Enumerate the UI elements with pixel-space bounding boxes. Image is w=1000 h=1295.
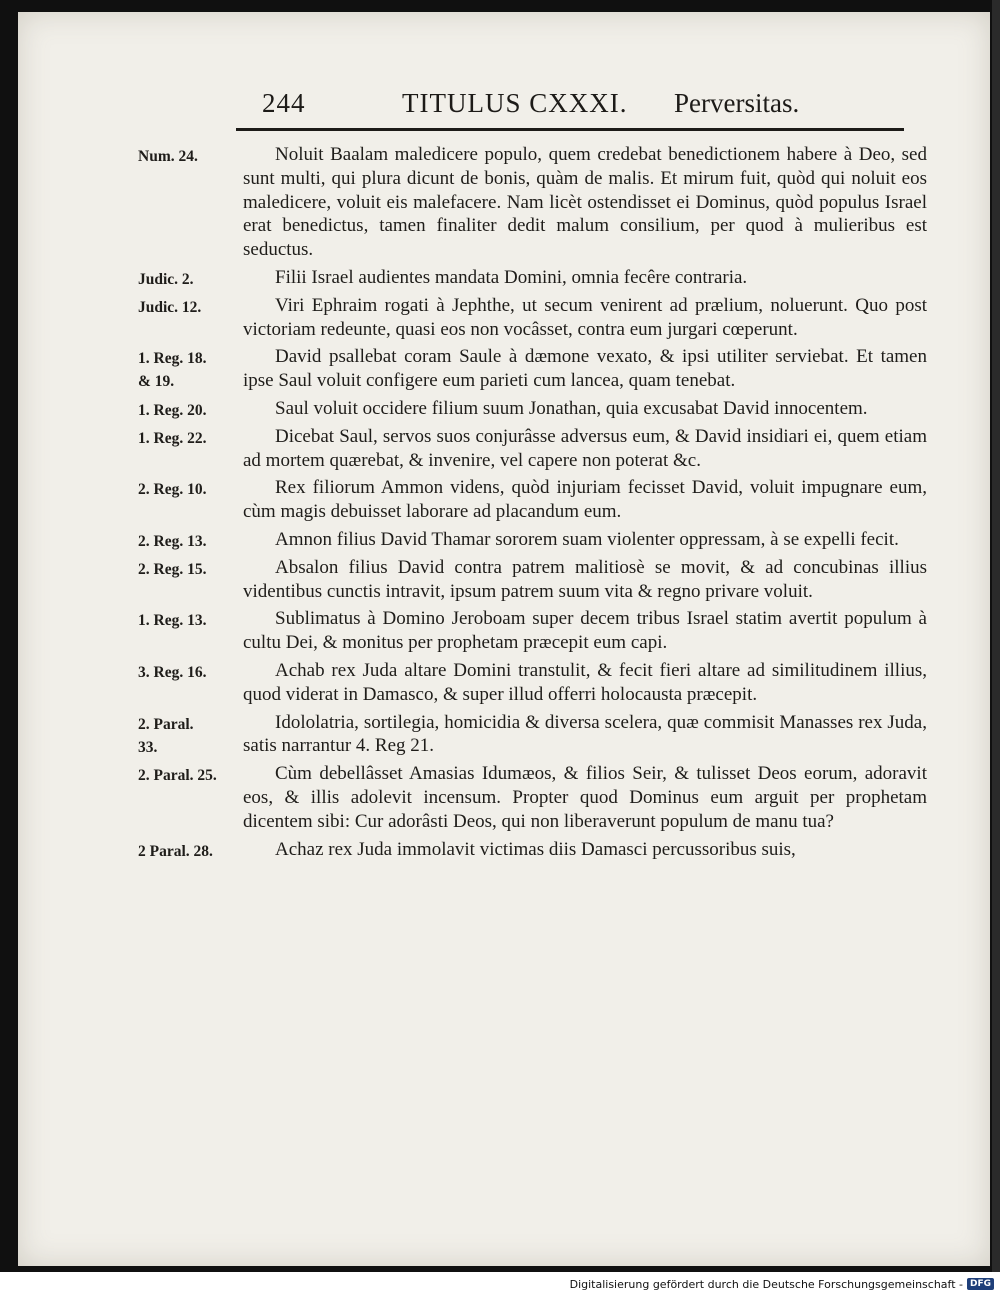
entry-text: Cùm debellâsset Amasias Idumæos, & filios Seir, & tulisset Deos eorum, adoravit eos, & illis adolevit incensum. Propter quod Dominus eum arguit per prophetam dicentem sibi: Cur adorâsti Deos, qui non liberaverunt populum de manu tua? (243, 763, 927, 832)
header-rule (236, 128, 904, 131)
entry-reference: 2. Reg. 10. (138, 481, 207, 499)
entry-text: Amnon filius David Thamar sororem suam violenter oppressam, à se expelli fecit. (275, 528, 899, 550)
entry-reference: 2. Paral. 33. (138, 715, 194, 756)
entry-list (138, 143, 938, 865)
entry-text: Filii Israel audientes mandata Domini, omnia fecêre contraria. (275, 266, 748, 288)
entry-text: Viri Ephraim rogati à Jephthe, ut secum venirent ad prælium, noluerunt. Quo post victoriam redeunte, quasi eos non vocâsset, contra eum jurgari cœperunt. (243, 294, 927, 340)
entry (138, 528, 938, 552)
entry-reference: 1. Reg. 18. & 19. (138, 350, 207, 391)
entry-reference: Judic. 12. (138, 298, 202, 316)
entry-text: David psallebat coram Saule à dæmone vexato, & ipsi utiliter serviebat. Et tamen ipse Saul voluit configere eum parieti cum lancea, quam tenebat. (243, 346, 927, 392)
entry-text: Rex filiorum Ammon videns, quòd injuriam fecisset David, voluit impugnare eum, cùm magis debuisset laborare ad placandum eum. (243, 477, 927, 523)
entry-reference: 3. Reg. 16. (138, 663, 207, 681)
entry (138, 607, 938, 655)
entry (138, 425, 938, 473)
entry-text: Idololatria, sortilegia, homicidia & diversa scelera, quæ commisit Manasses rex Juda, satis narrantur 4. Reg 21. (243, 711, 927, 757)
entry (138, 345, 938, 393)
entry (138, 266, 938, 290)
page-subtitle: Perversitas. (674, 88, 800, 118)
entry (138, 711, 938, 759)
entry-text: Sublimatus à Domino Jeroboam super decem tribus Israel statim avertit populum à cultu Dei, & monitus per prophetam præcepit eum capi. (243, 608, 927, 654)
entry-reference: 2. Reg. 15. (138, 560, 207, 578)
running-header (262, 82, 822, 126)
page-title: TITULUS CXXXI. (402, 88, 628, 118)
entry-reference: Judic. 2. (138, 270, 194, 288)
entry (138, 476, 938, 524)
entry-reference: 2. Reg. 13. (138, 532, 207, 550)
entry-reference: Num. 24. (138, 148, 198, 165)
footer (570, 1275, 994, 1293)
entry (138, 294, 938, 342)
entry-reference: 1. Reg. 20. (138, 401, 207, 419)
entry (138, 762, 938, 833)
entry-reference: 1. Reg. 22. (138, 429, 207, 447)
entry-text: Noluit Baalam maledicere populo, quem credebat benedictionem habere à Deo, sed sunt multi, qui plura dicunt de bonis, quàm de malis. Et mirum fuit, quòd qui noluit eos maledicere, voluit eis malefacere. Nam licèt ostendisset ei Dominus, quòd populus Israel erat benedictus, tamen finaliter dedit malum consilium, per quod à mulieribus est seductus. (243, 144, 927, 261)
footer-text: Digitalisierung gefördert durch die Deutsche Forschungsgemeinschaft - (569, 1277, 963, 1291)
entry-text: Achab rex Juda altare Domini transtulit, & fecit fieri altare ad similitudinem illius, quod viderat in Damasco, & super illud offerri holocausta præcepit. (243, 659, 927, 705)
entry (138, 556, 938, 604)
scan-edge (992, 0, 1000, 1272)
entry-text: Achaz rex Juda immolavit victimas diis Damasci percussoribus suis, (275, 838, 796, 860)
dfg-logo: DFG (967, 1278, 994, 1290)
entry (138, 838, 938, 862)
entry (138, 143, 938, 262)
entry-reference: 2 Paral. 28. (138, 842, 213, 860)
entry-text: Dicebat Saul, servos suos conjurâsse adversus eum, & David insidiari ei, quem etiam ad mortem quærebat, & invenire, vel capere non poterat &c. (243, 425, 927, 471)
entry-text: Saul voluit occidere filium suum Jonathan, quia excusabat David innocentem. (275, 397, 868, 419)
entry-text: Absalon filius David contra patrem malitiosè se movit, & ad concubinas illius videntibus cunctis intravit, ipsum patrem suum vita & regno privare voluit. (243, 556, 927, 602)
page-number: 244 (262, 88, 306, 118)
entry (138, 659, 938, 707)
entry-reference: 2. Paral. 25. (138, 767, 217, 785)
entry (138, 397, 938, 421)
entry-reference: 1. Reg. 13. (138, 612, 207, 630)
